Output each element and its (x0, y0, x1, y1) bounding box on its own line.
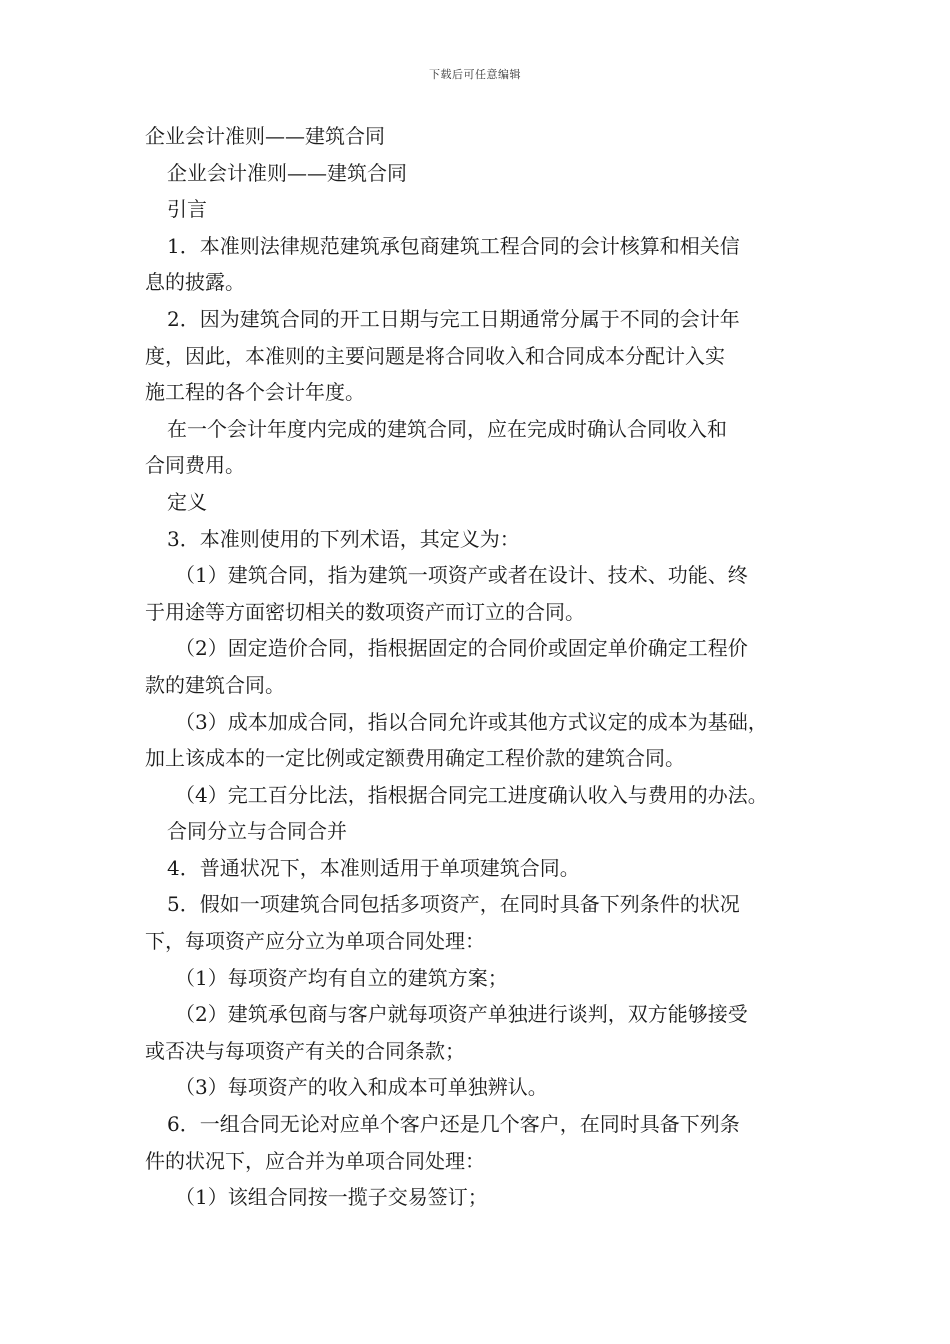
paragraph-line: 在一个会计年度内完成的建筑合同，应在完成时确认合同收入和 (167, 416, 727, 441)
paragraph-line: 度，因此，本准则的主要问题是将合同收入和合同成本分配计入实 (145, 343, 725, 368)
paragraph-line: 5．假如一项建筑合同包括多项资产，在同时具备下列条件的状况 (167, 892, 740, 917)
list-item-line: （1）该组合同按一揽子交易签订； (175, 1185, 488, 1210)
paragraph-line: 合同费用。 (145, 453, 245, 478)
list-item-line: （2）固定造价合同，指根据固定的合同价或固定单价确定工程价 (175, 636, 748, 661)
list-item-line: （3）每项资产的收入和成本可单独辨认。 (175, 1075, 548, 1100)
list-item-line: （1）建筑合同，指为建筑一项资产或者在设计、技术、功能、终 (175, 563, 748, 588)
list-item-line: 加上该成本的一定比例或定额费用确定工程价款的建筑合同。 (145, 746, 685, 771)
paragraph-line: 下，每项资产应分立为单项合同处理： (145, 929, 485, 954)
list-item-line: （1）每项资产均有自立的建筑方案； (175, 965, 508, 990)
list-item-line: 于用途等方面密切相关的数项资产而订立的合同。 (145, 599, 585, 624)
list-item-line: （4）完工百分比法，指根据合同完工进度确认收入与费用的办法。 (175, 782, 768, 807)
document-subtitle: 企业会计准则——建筑合同 (167, 160, 407, 185)
paragraph-line: 1．本准则法律规范建筑承包商建筑工程合同的会计核算和相关信 (167, 233, 740, 258)
paragraph-line: 息的披露。 (145, 270, 245, 295)
page-header-note: 下载后可任意编辑 (429, 68, 521, 81)
section-heading-introduction: 引言 (167, 197, 207, 222)
paragraph-line: 施工程的各个会计年度。 (145, 380, 365, 405)
paragraph-line: 3．本准则使用的下列术语，其定义为： (167, 526, 520, 551)
paragraph-line: 6．一组合同无论对应单个客户还是几个客户，在同时具备下列条 (167, 1112, 740, 1137)
document-body (145, 118, 810, 1216)
list-item-line: （2）建筑承包商与客户就每项资产单独进行谈判，双方能够接受 (175, 1002, 748, 1027)
paragraph-line: 件的状况下，应合并为单项合同处理： (145, 1148, 485, 1173)
paragraph-line: 4．普通状况下，本准则适用于单项建筑合同。 (167, 855, 580, 880)
list-item-line: 款的建筑合同。 (145, 672, 285, 697)
paragraph-line: 2．因为建筑合同的开工日期与完工日期通常分属于不同的会计年 (167, 306, 740, 331)
section-heading-definitions: 定义 (167, 489, 207, 514)
list-item-line: （3）成本加成合同，指以合同允许或其他方式议定的成本为基础， (175, 709, 768, 734)
list-item-line: 或否决与每项资产有关的合同条款； (145, 1038, 465, 1063)
document-title: 企业会计准则——建筑合同 (145, 124, 385, 148)
section-heading-contract-split-merge: 合同分立与合同合并 (167, 819, 347, 844)
